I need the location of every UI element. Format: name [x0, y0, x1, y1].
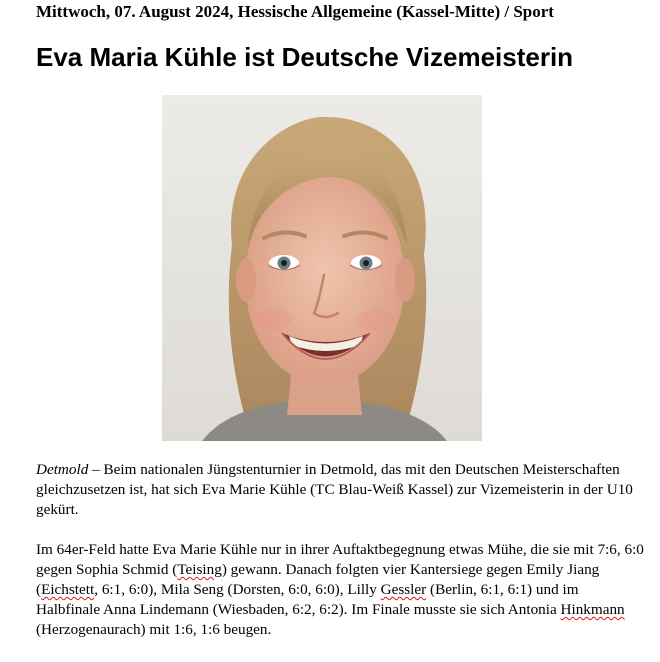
paragraph-lead-text: – Beim nationalen Jüngstenturnier in Detmold, das mit den Deutschen Meisterschaften gleichzusetzen ist, hat sich Eva Marie Kühle (TC Blau-Weiß Kassel) zur Vizemeisterin in der U10 gekürt.	[36, 461, 633, 518]
dateline-place: Detmold	[36, 461, 89, 478]
spellcheck-word-gessler: Gessler	[380, 581, 427, 598]
paragraph-results	[36, 540, 646, 640]
results-text-5: (Herzogenaurach) mit 1:6, 1:6 beugen.	[36, 621, 272, 638]
headline: Eva Maria Kühle ist Deutsche Vizemeisterin	[36, 42, 574, 72]
dateline: Mittwoch, 07. August 2024, Hessische Allgemeine (Kassel-Mitte) / Sport	[36, 2, 554, 21]
spellcheck-word-hinkmann: Hinkmann	[560, 601, 625, 618]
results-text-2: ) gewann. Danach folgten vier Kantersiege gegen Emily Jiang (	[36, 561, 600, 598]
results-text-3: , 6:1, 6:0), Mila Seng (Dorsten, 6:0, 6:0), Lilly	[94, 581, 381, 598]
spellcheck-word-teising: Teising	[177, 561, 222, 578]
portrait-photo	[162, 95, 482, 441]
results-text-4: (Berlin, 6:1, 6:1) und im Halbfinale Anna Lindemann (Wiesbaden, 6:2, 6:2). Im Finale musste sie sich Antonia	[36, 581, 579, 618]
results-text-1: Im 64er-Feld hatte Eva Marie Kühle nur in ihrer Auftaktbegegnung etwas Mühe, die sie mit 7:6, 6:0 gegen Sophia Schmid (	[36, 541, 644, 578]
spellcheck-word-eichstett: Eichstett	[41, 581, 95, 598]
paragraph-lead	[36, 460, 646, 520]
